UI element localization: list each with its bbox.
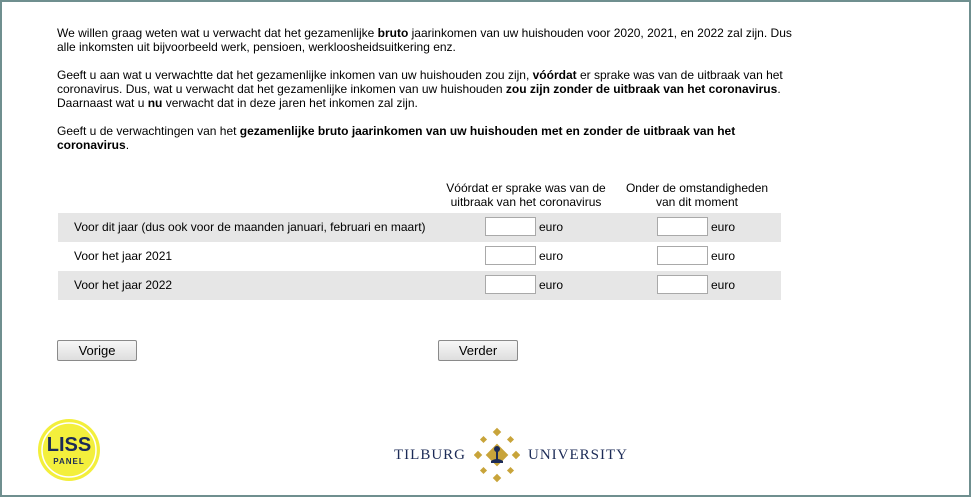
tilburg-university-logo: [394, 426, 628, 484]
tilburg-emblem-icon: [474, 427, 520, 483]
income-table: [58, 213, 781, 300]
liss-panel-logo-icon: [37, 418, 101, 482]
intro-paragraph-3: [57, 124, 797, 152]
cell-current: [657, 217, 735, 236]
income-current-input-2022[interactable]: [657, 275, 708, 294]
unit-label: euro: [539, 219, 564, 234]
intro-p2-bold-b: zou zijn zonder de uitbraak van het coronavirus: [505, 82, 778, 96]
income-before-input-2022[interactable]: [485, 275, 536, 294]
unit-label: euro: [711, 277, 736, 292]
intro-p3-bold: gezamenlijke bruto jaarinkomen van uw huishouden met en zonder de uitbraak van het coronavirus: [57, 124, 736, 152]
cell-before: [485, 246, 563, 265]
tilburg-logo-word-left: TILBURG: [394, 446, 466, 463]
intro-p3-text-b: .: [125, 138, 130, 152]
column-header-before-corona: Vóórdat er sprake was van de uitbraak van het coronavirus: [446, 181, 606, 209]
intro-text: [57, 26, 797, 166]
intro-p2-text-b: er sprake was van de uitbraak van het coronavirus. Dus, wat u verwacht dat het gezamenlijke inkomen van uw huishouden: [57, 68, 783, 96]
intro-p2-text-a: Geeft u aan wat u verwachtte dat het gezamenlijke inkomen van uw huishouden zou zijn,: [57, 68, 533, 82]
income-current-input-2021[interactable]: [657, 246, 708, 265]
intro-p2-bold-c: nu: [147, 96, 163, 110]
intro-p1-text-b: jaarinkomen van uw huishouden voor 2020, 2021, en 2022 zal zijn. Dus alle inkomsten uit bijvoorbeeld werk, pensioen, werkloosheidsuitkering enz.: [57, 26, 792, 54]
unit-label: euro: [711, 248, 736, 263]
cell-before: [485, 217, 563, 236]
intro-p2-text-c: . Daarnaast wat u: [57, 82, 781, 110]
intro-paragraph-1: [57, 26, 797, 54]
intro-p2-bold-a: vóórdat: [532, 68, 577, 82]
liss-logo-subtext: PANEL: [53, 457, 85, 466]
next-button[interactable]: Verder: [438, 340, 518, 361]
column-header-current: Onder de omstandigheden van dit moment: [625, 181, 769, 209]
cell-current: [657, 275, 735, 294]
table-row: [58, 213, 781, 242]
liss-logo-text: LISS: [46, 434, 92, 456]
intro-p1-bold: bruto: [377, 26, 409, 40]
income-current-input-this-year[interactable]: [657, 217, 708, 236]
tilburg-logo-word-right: UNIVERSITY: [528, 446, 628, 463]
unit-label: euro: [539, 248, 564, 263]
unit-label: euro: [711, 219, 736, 234]
row-label: Voor het jaar 2021: [74, 249, 173, 263]
cell-current: [657, 246, 735, 265]
unit-label: euro: [539, 277, 564, 292]
intro-p3-text-a: Geeft u de verwachtingen van het: [57, 124, 240, 138]
cell-before: [485, 275, 563, 294]
intro-paragraph-2: [57, 68, 797, 110]
liss-panel-logo: [37, 418, 101, 482]
intro-p1-text-a: We willen graag weten wat u verwacht dat het gezamenlijke: [57, 26, 378, 40]
table-row: [58, 271, 781, 300]
intro-p2-text-d: verwacht dat in deze jaren het inkomen zal zijn.: [162, 96, 418, 110]
income-before-input-this-year[interactable]: [485, 217, 536, 236]
income-before-input-2021[interactable]: [485, 246, 536, 265]
row-label: Voor het jaar 2022: [74, 278, 173, 292]
row-label: Voor dit jaar (dus ook voor de maanden januari, februari en maart): [74, 220, 426, 234]
table-row: [58, 242, 781, 271]
previous-button[interactable]: Vorige: [57, 340, 137, 361]
